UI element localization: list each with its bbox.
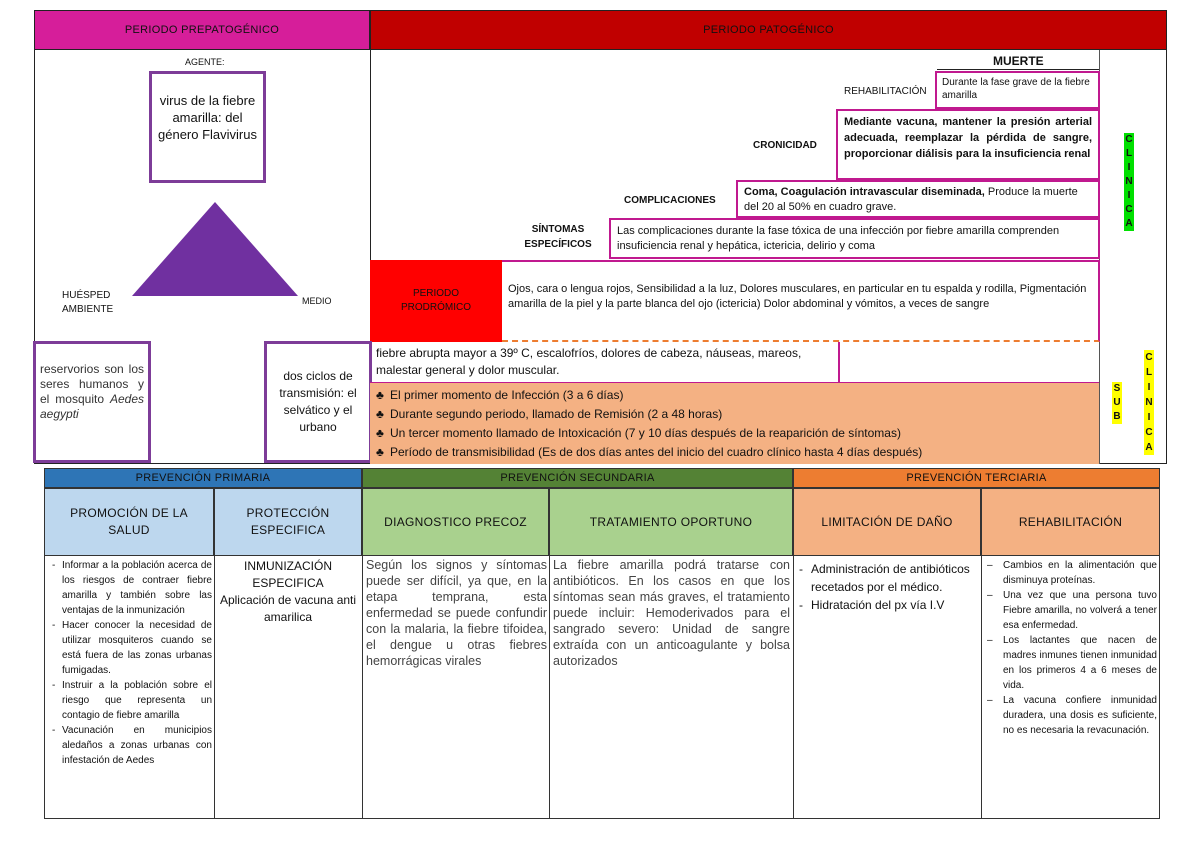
reservorios-text: reservorios son los seres humanos y el mosquito (40, 362, 144, 406)
clinica-letter: L (1125, 148, 1133, 159)
clinica-letter: C (1125, 134, 1133, 145)
col-divider (549, 556, 550, 819)
promocion-item: - Informar a la población acerca de los riesgos de contraer fiebre amarilla y también sobre las ventajas de la inmunización (50, 558, 212, 618)
subclinica-letter: N (1145, 397, 1153, 408)
momento-item: ♣ Durante segundo periodo, llamado de Remisión (2 a 48 horas) (376, 405, 1093, 424)
promocion-title: PROMOCIÓN DE LA SALUD (70, 506, 188, 537)
patogenico-header (370, 10, 1167, 50)
limitacion-title: LIMITACIÓN DE DAÑO (821, 515, 953, 529)
sub-letter: S (1113, 383, 1121, 394)
prodromico-box (370, 260, 502, 342)
agente-text: virus de la fiebre amarilla: del género Flavivirus (158, 93, 257, 142)
col-divider (362, 556, 363, 819)
clinica-letter: I (1127, 190, 1131, 201)
tratamiento-text: La fiebre amarilla podrá tratarse con antibióticos. En los casos en que los síntomas sean más graves, el tratamiento puede incluir: Hemoderivados para el sangrado severo: Unidad de sangre extraída con un anticoagulante y bolsa autorizados (553, 558, 790, 668)
transmision-text: dos ciclos de transmisión: el selvático y el urbano (279, 369, 357, 434)
subclinica-letter: C (1145, 352, 1153, 363)
subclinica-letter: L (1145, 367, 1153, 378)
sintomas-label (503, 222, 613, 252)
clinica-letter: C (1125, 204, 1133, 215)
prev-secundaria-title: PREVENCIÓN SECUNDARIA (500, 472, 655, 484)
limitacion-item: - Administración de antibióticos recetados por el médico. (797, 560, 977, 596)
promocion-item: - Hacer conocer la necesidad de utilizar mosquiteros cuando se está fuera de las zonas urbanas fumigadas. (50, 618, 212, 678)
rehabilitacion-box (935, 71, 1100, 109)
promocion-item: - Instruir a la población sobre el riesgo que representa un contagio de fiebre amarilla (50, 678, 212, 723)
prev-primaria-title: PREVENCIÓN PRIMARIA (135, 472, 271, 484)
rehab-item: – Una vez que una persona tuvo Fiebre amarilla, no volverá a tener esa enfermedad. (985, 588, 1157, 633)
rehab-item: – La vacuna confiere inmunidad duradera, una dosis es suficiente, no es necesaria la revacunación. (985, 693, 1157, 738)
sintomas-text: SÍNTOMAS ESPECÍFICOS (524, 224, 592, 250)
proteccion-title: PROTECCIÓN ESPECIFICA (246, 506, 330, 537)
rehab-item: – Los lactantes que nacen de madres inmunes tienen inmunidad en los primeros 4 a 6 meses de vida. (985, 633, 1157, 693)
subclinica-letter: I (1147, 382, 1151, 393)
sub-column (1112, 382, 1122, 424)
patogenico-title: PERIODO PATOGÉNICO (703, 24, 834, 36)
tratamiento-cell (553, 557, 790, 669)
clinica-letter: I (1127, 162, 1131, 173)
prev-secundaria-header (362, 468, 793, 488)
subclinica-letter: I (1147, 412, 1151, 423)
complicaciones-label: COMPLICACIONES (624, 195, 716, 206)
limitacion-item: - Hidratación del px vía I.V (797, 596, 977, 614)
transmision-box (264, 341, 372, 463)
reservorios-box (33, 341, 151, 463)
proteccion-cell (216, 558, 360, 626)
limitacion-cell (797, 560, 977, 614)
diagnostico-header (362, 488, 549, 556)
prodromico-text-box (502, 260, 1100, 342)
triad-triangle (130, 200, 300, 298)
prepatogenico-title: PERIODO PREPATOGÉNICO (124, 24, 280, 36)
momento-item: ♣ Período de transmisibilidad (Es de dos días antes del inicio del cuadro clínico hasta 4 días después) (376, 443, 1093, 462)
subclinica-column (1144, 350, 1154, 455)
ambiente-text: AMBIENTE (62, 304, 114, 315)
limitacion-header (793, 488, 981, 556)
subclinica-letter: A (1145, 442, 1153, 453)
promocion-item: - Vacunación en municipios aledaños a zonas urbanas con infestación de Aedes (50, 723, 212, 768)
cronicidad-label: CRONICIDAD (753, 140, 817, 151)
rehab-item: – Cambios en la alimentación que disminuya proteínas. (985, 558, 1157, 588)
rehab-list (985, 558, 1157, 738)
clinica-letter: N (1125, 176, 1133, 187)
promocion-list (50, 558, 212, 768)
cronicidad-text: Mediante vacuna, mantener la presión arterial adecuada, reemplazar la pérdida de sangre, proporcionar diálisis para la insuficiencia renal (844, 116, 1092, 160)
diagnostico-text: Según los signos y síntomas puede ser difícil, ya que, en la etapa temprana, esta enfermedad se puede confundir con la malaria, la fiebre tifoidea, el dengue u otras fiebres hemorrágicas virales (366, 558, 547, 668)
medio-label: MEDIO (302, 296, 332, 306)
prev-terciaria-header (793, 468, 1160, 488)
muerte-line (937, 69, 1099, 70)
rehabilitacion-header (981, 488, 1160, 556)
prepatogenico-header (34, 10, 370, 50)
col-divider (981, 556, 982, 819)
muerte-label: MUERTE (993, 54, 1044, 68)
cronicidad-box (836, 109, 1100, 180)
sub-letter: U (1113, 397, 1121, 408)
huesped-text: HUÉSPED (62, 290, 111, 301)
momentos-box (370, 382, 1099, 464)
rehabilitacion-title: REHABILITACIÓN (1018, 515, 1123, 529)
huesped-label (62, 289, 113, 317)
momento-item: ♣ El primer momento de Infección (3 a 6 días) (376, 386, 1093, 405)
subclinica-letter: C (1145, 427, 1153, 438)
diagnostico-title: DIAGNOSTICO PRECOZ (384, 515, 527, 529)
rehab-cell (985, 558, 1157, 738)
prodromico-text: Ojos, cara o lengua rojos, Sensibilidad a la luz, Dolores musculares, en particular en tu espalda y rodilla, Pigmentación amarilla de la piel y la parte blanca del ojo (ictericia) Dolor abdominal y vómitos, a veces de sangre (508, 283, 1087, 310)
momento-item: ♣ Un tercer momento llamado de Intoxicación (7 y 10 días después de la reaparición de síntomas) (376, 424, 1093, 443)
complicaciones-text-bold: Coma, Coagulación intravascular diseminada, (744, 186, 985, 198)
promocion-cell (50, 558, 212, 818)
limitacion-list (797, 560, 977, 614)
rehabilitacion-label: REHABILITACIÓN (844, 86, 927, 97)
tratamiento-header (549, 488, 793, 556)
tratamiento-title: TRATAMIENTO OPORTUNO (589, 515, 753, 529)
agente-box (149, 71, 266, 183)
fiebre-text: fiebre abrupta mayor a 39º C, escalofríos, dolores de cabeza, náuseas, mareos, malestar general y dolor muscular. (376, 346, 802, 377)
clinica-letter: A (1125, 218, 1133, 229)
clinica-column (1124, 133, 1134, 231)
col-divider (793, 556, 794, 819)
reservorios-species: Aedes aegypti (40, 392, 144, 421)
prev-terciaria-title: PREVENCIÓN TERCIARIA (906, 472, 1047, 484)
agente-label: AGENTE: (185, 57, 225, 67)
prodromico-label: PERIODO PRODRÓMICO (401, 288, 471, 313)
proteccion-header (214, 488, 362, 556)
col-divider (214, 556, 215, 819)
fiebre-box (370, 342, 840, 382)
complicaciones-text: Produce la muerte del 20 al 50% en cuadro grave. (744, 186, 1078, 213)
momentos-list (376, 386, 1093, 462)
rehabilitacion-text: Durante la fase grave de la fiebre amarilla (942, 77, 1090, 101)
promocion-header (44, 488, 214, 556)
complicaciones-box (736, 180, 1100, 218)
sub-letter: B (1113, 411, 1121, 422)
prev-primaria-header (44, 468, 362, 488)
proteccion-text-a: INMUNIZACIÓN ESPECIFICA (244, 559, 332, 590)
diagnostico-cell (366, 557, 547, 669)
sintomas-box (609, 218, 1100, 259)
sintomas-body: Las complicaciones durante la fase tóxica de una infección por fiebre amarilla comprenden insuficiencia renal y hepática, ictericia, delirio y coma (617, 225, 1060, 252)
proteccion-text-b: Aplicación de vacuna anti amarilica (219, 593, 357, 624)
